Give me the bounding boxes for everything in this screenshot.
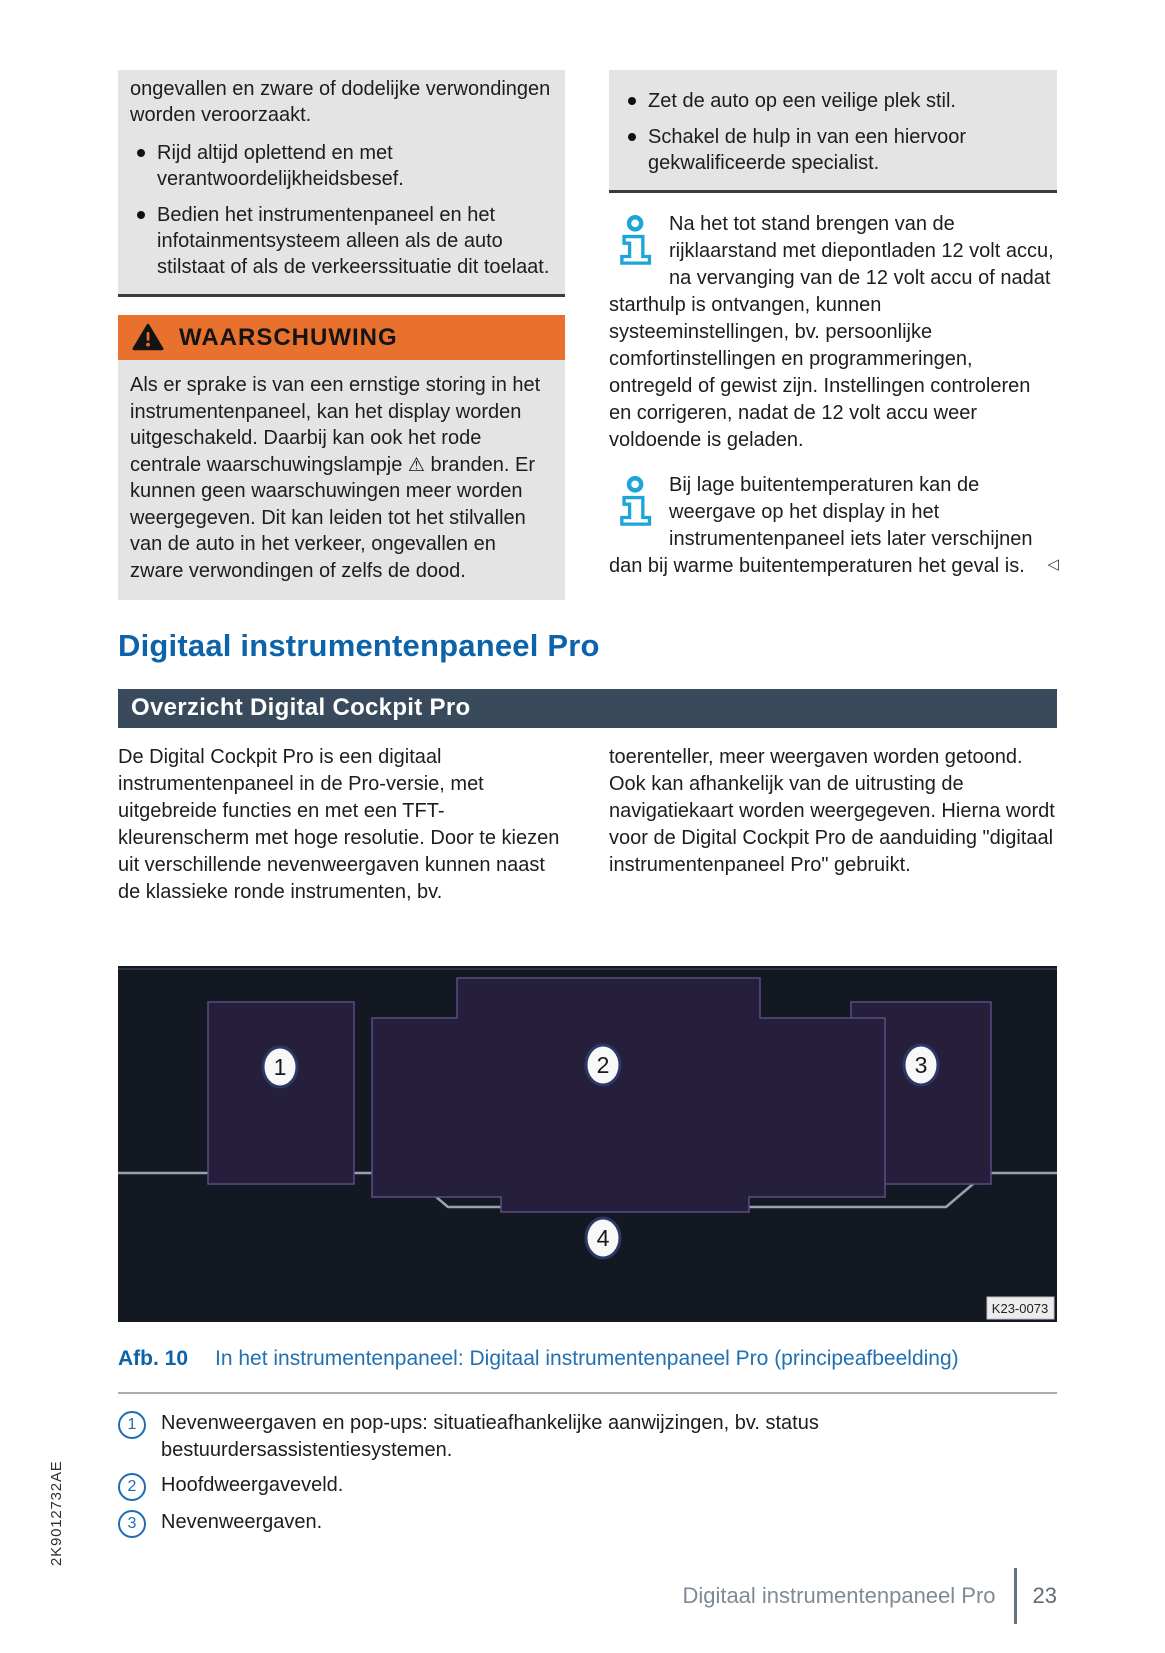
image-code-label: K23-0073: [991, 1301, 1049, 1316]
intro-body: [118, 744, 1057, 906]
caption-divider: [118, 1392, 1057, 1394]
callout-badge-1: 1: [273, 1054, 287, 1080]
document-code-vertical: 2K9012732AE: [48, 1460, 65, 1566]
info-icon: [613, 214, 655, 268]
info-note-battery: [609, 211, 1057, 454]
figure-caption-label: Afb. 10: [118, 1347, 189, 1370]
warning-text-part2: branden. Er kunnen geen waarschuwingen meer worden weergegeven. Dit kan leiden tot het stilvallen van de auto in het verkeer, ongevallen en zware verwondingen of zelfs de dood.: [130, 453, 536, 582]
end-of-section-icon: ◁: [1047, 555, 1059, 573]
bullet-item: Bedien het instrumentenpaneel en het infotainmentsysteem alleen als de auto stilstaat of als de verkeerssituatie dit toelaat.: [130, 202, 553, 280]
section-header-bar: Overzicht Digital Cockpit Pro: [118, 689, 1057, 728]
legend-item: [118, 1472, 1057, 1501]
warning-title: WAARSCHUWING: [179, 323, 398, 351]
footer-section-title: Digitaal instrumentenpaneel Pro: [682, 1583, 996, 1608]
page-footer: [682, 1568, 1057, 1624]
warning-text-part1: Als er sprake is van een ernstige storing in het instrumentenpaneel, kan het display worden uitgeschakeld. Daarbij kan ook het rode centrale waarschuwingslampje: [130, 374, 541, 476]
legend-text: Nevenweergaven.: [161, 1511, 323, 1533]
note-text: Na het tot stand brengen van de rijklaarstand met diepontladen 12 volt accu, na vervanging van de 12 volt accu of nadat starthulp is ontvangen, kunnen systeeminstellingen, bv. persoonlijke comfortinstellingen en programmeringen, ontregeld of gewist zijn. Instellingen controleren en corrigeren, nadat de 12 volt accu weer voldoende is geladen.: [609, 213, 1054, 451]
bullet-item: Rijd altijd oplettend en met verantwoordelijkheidsbesef.: [130, 140, 553, 192]
safety-bullet-list: [130, 140, 553, 280]
secondary-display-left: [208, 1002, 354, 1184]
legend-number-badge: 2: [118, 1473, 146, 1501]
warning-body: [118, 360, 565, 600]
bullet-item: Zet de auto op een veilige plek stil.: [621, 88, 1045, 114]
warning-header: [118, 315, 565, 360]
page-number: 23: [1032, 1583, 1057, 1608]
safety-intro-block: [118, 70, 565, 297]
legend-text: Hoofdweergaveveld.: [161, 1474, 344, 1496]
figure-legend: [118, 1410, 1057, 1546]
legend-number-badge: 3: [118, 1510, 146, 1538]
info-icon: [613, 475, 655, 529]
safety-section: [118, 70, 1057, 600]
legend-text: Nevenweergaven en pop-ups: situatieafhankelijke aanwijzingen, bv. status bestuurdersassistentiesystemen.: [161, 1412, 819, 1461]
right-column: [609, 70, 1057, 600]
body-text-right: toerenteller, meer weergaven worden getoond. Ook kan afhankelijk van de uitrusting de navigatiekaart worden weergegeven. Hierna wordt voor de Digital Cockpit Pro de aanduiding "digitaal instrumentenpaneel Pro" gebruikt.: [609, 746, 1055, 876]
callout-badge-4: 4: [596, 1225, 610, 1251]
bullet-item: Schakel de hulp in van een hiervoor gekwalificeerde specialist.: [621, 124, 1045, 176]
legend-item: [118, 1509, 1057, 1538]
warning-triangle-icon: [132, 323, 164, 352]
figure-cockpit-illustration: [118, 966, 1057, 1322]
figure-caption-text: In het instrumentenpaneel: Digitaal instrumentenpaneel Pro (principeafbeelding): [215, 1347, 959, 1370]
callout-badge-3: 3: [914, 1052, 928, 1078]
callout-badge-2: 2: [596, 1052, 610, 1078]
warning-lamp-inline-icon: ⚠: [407, 453, 425, 476]
page-title: Digitaal instrumentenpaneel Pro: [118, 628, 600, 663]
note-text: Bij lage buitentemperaturen kan de weergave op het display in het instrumentenpaneel iets later verschijnen dan bij warme buitentemperaturen het geval is.: [609, 474, 1033, 577]
cockpit-panel-image: [118, 966, 1057, 1322]
figure-caption: [118, 1347, 1057, 1371]
intro-continuation-text: ongevallen en zware of dodelijke verwondingen worden veroorzaakt.: [130, 78, 551, 126]
legend-item: [118, 1410, 1057, 1464]
steps-bullet-list: [621, 88, 1045, 176]
warning-box: [118, 315, 565, 600]
info-note-temperature: [609, 472, 1057, 580]
body-text-left: De Digital Cockpit Pro is een digitaal instrumentenpaneel in de Pro-versie, met uitgebreide functies en met een TFT-kleurenscherm met hoge resolutie. Door te kiezen uit verschillende nevenweergaven kunnen naast de klassieke ronde instrumenten, bv.: [118, 746, 560, 903]
left-column: [118, 70, 565, 600]
legend-number-badge: 1: [118, 1411, 146, 1439]
safety-steps-block: [609, 70, 1057, 193]
